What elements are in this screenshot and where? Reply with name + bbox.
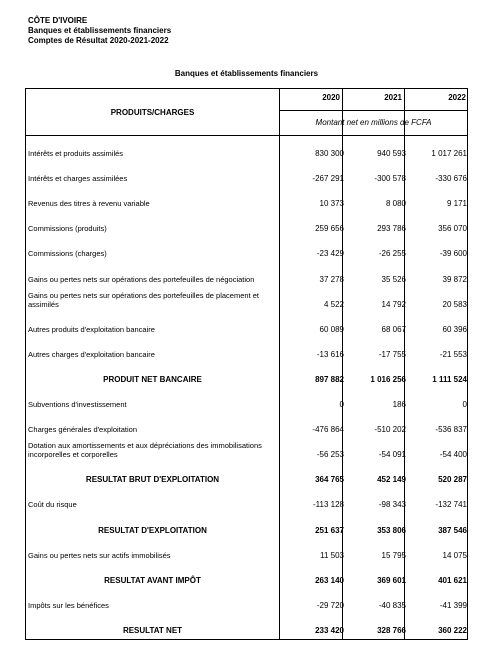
total-row (26, 615, 468, 639)
unit-caption: Montant net en millions de FCFA (315, 118, 432, 127)
value-2021: 15 795 (381, 550, 406, 560)
row-label: Autres produits d'exploitation bancaire (28, 324, 155, 334)
value-2021: -300 578 (374, 174, 406, 184)
value-2020: 11 503 (320, 550, 344, 560)
table-row (26, 590, 468, 614)
value-2022: 1 111 524 (432, 374, 467, 384)
table-row (26, 489, 468, 513)
value-2021: 1 016 256 (370, 374, 406, 384)
row-label: Gains ou pertes nets sur actifs immobilisés (28, 550, 171, 560)
value-2020: -23 429 (316, 249, 344, 259)
value-2021: -26 255 (378, 249, 406, 259)
total-row (26, 464, 468, 488)
value-2021: 68 067 (381, 324, 406, 334)
row-label: Coût du risque (28, 500, 77, 510)
row-label: RESULTAT NET (122, 625, 183, 635)
table-row (26, 163, 468, 187)
value-2021: 14 792 (381, 299, 406, 309)
value-2020: 60 089 (319, 324, 344, 334)
row-label: Autres charges d'exploitation bancaire (28, 349, 155, 359)
row-label: Gains ou pertes nets sur opérations des portefeuilles de négociation (28, 274, 255, 284)
value-2022: -536 837 (435, 425, 467, 435)
row-label: Revenus des titres à revenu variable (28, 199, 150, 209)
year-header-divider (279, 110, 468, 111)
table-row (26, 314, 468, 338)
value-2022: 14 075 (442, 550, 467, 560)
country-title: CÔTE D'IVOIRE (28, 16, 88, 25)
table-row (26, 238, 468, 262)
value-2021: 353 806 (377, 525, 406, 535)
value-2021: -98 343 (378, 500, 406, 510)
value-2021: 186 (392, 400, 406, 409)
row-label: Intérêts et produits assimilés (28, 149, 124, 158)
row-label: RESULTAT D'EXPLOITATION (98, 525, 207, 535)
value-2021: -510 202 (374, 425, 406, 435)
value-2021: 940 593 (377, 149, 406, 158)
table-row (26, 138, 468, 162)
value-2020: -29 720 (316, 600, 344, 610)
table-row (26, 289, 468, 313)
value-2020: 10 373 (319, 199, 344, 209)
value-2022: 0 (462, 400, 467, 409)
value-2022: -21 553 (439, 349, 467, 359)
table-row (26, 540, 468, 564)
value-2021: 369 601 (377, 575, 406, 585)
table-row (26, 213, 468, 237)
value-2020: -267 291 (312, 174, 344, 184)
value-2020: 251 637 (315, 525, 344, 535)
total-row (26, 565, 468, 589)
row-label: Commissions (produits) (28, 224, 107, 234)
value-2022: -132 741 (435, 500, 467, 510)
year-header-2022: 2022 (448, 93, 466, 102)
value-2021: 293 786 (377, 224, 406, 234)
value-2022: 401 621 (438, 575, 467, 585)
value-2021: -54 091 (378, 450, 406, 460)
table-row (26, 414, 468, 438)
row-label: RESULTAT BRUT D'EXPLOITATION (85, 475, 220, 485)
value-2021: -17 755 (378, 349, 406, 359)
row-label: Subventions d'investissement (28, 400, 127, 409)
value-2020: 263 140 (315, 575, 344, 585)
table-row (26, 439, 468, 463)
year-header-2020: 2020 (322, 93, 340, 102)
value-2020: 4 522 (323, 299, 344, 309)
row-label: Gains ou pertes nets sur opérations des portefeuilles de placement et assimilés (28, 290, 259, 309)
row-label: Charges générales d'exploitation (28, 425, 138, 435)
value-2022: 39 872 (442, 274, 467, 284)
value-2021: 328 766 (377, 625, 406, 635)
document-header (28, 16, 171, 46)
value-2022: 356 070 (438, 224, 467, 234)
value-2021: 452 149 (377, 475, 406, 485)
table-row (26, 339, 468, 363)
value-2021: 8 080 (385, 199, 406, 209)
row-label: Commissions (charges) (28, 249, 107, 259)
value-2020: 233 420 (315, 625, 344, 635)
value-2022: 387 546 (438, 525, 467, 535)
sector-title: Banques et établissements financiers (28, 26, 172, 35)
year-header-2021: 2021 (384, 93, 402, 102)
value-2022: -330 676 (435, 174, 467, 184)
value-2020: -476 864 (312, 425, 344, 435)
total-row (26, 364, 468, 388)
value-2020: -56 253 (316, 450, 344, 460)
label-column-header: PRODUITS/CHARGES (110, 108, 195, 117)
value-2020: -113 128 (313, 500, 344, 510)
report-title: Comptes de Résultat 2020-2021-2022 (28, 36, 169, 45)
value-2020: 364 765 (315, 475, 344, 485)
value-2022: 20 583 (442, 299, 467, 309)
table-row (26, 264, 468, 288)
table-title: Banques et établissements financiers (174, 69, 319, 78)
value-2022: 520 287 (438, 475, 467, 485)
value-2022: -39 600 (439, 249, 467, 259)
value-2022: 1 017 261 (431, 149, 467, 158)
value-2021: 35 526 (381, 274, 406, 284)
value-2022: -54 400 (439, 450, 467, 460)
value-2020: 37 278 (319, 274, 344, 284)
value-2020: 897 882 (315, 374, 344, 384)
table-row (26, 389, 468, 413)
row-label: RESULTAT AVANT IMPÔT (104, 575, 201, 585)
value-2022: -41 399 (439, 600, 467, 610)
row-label: Impôts sur les bénéfices (28, 600, 109, 610)
value-2022: 9 171 (446, 199, 467, 209)
row-label: PRODUIT NET BANCAIRE (103, 374, 202, 384)
row-label: Dotation aux amortissements et aux dépréciations des immobilisations incorporelles et corporelles (28, 441, 262, 460)
value-2022: 360 222 (438, 625, 467, 635)
value-2020: 259 656 (315, 224, 344, 234)
value-2022: 60 396 (442, 324, 467, 334)
total-row (26, 515, 468, 539)
row-label: Intérêts et charges assimilées (28, 174, 128, 184)
table-row (26, 188, 468, 212)
value-2020: 830 300 (315, 149, 344, 158)
value-2020: -13 616 (316, 349, 344, 359)
value-2021: -40 835 (378, 600, 406, 610)
header-divider (25, 135, 468, 136)
value-2020: 0 (339, 400, 344, 409)
